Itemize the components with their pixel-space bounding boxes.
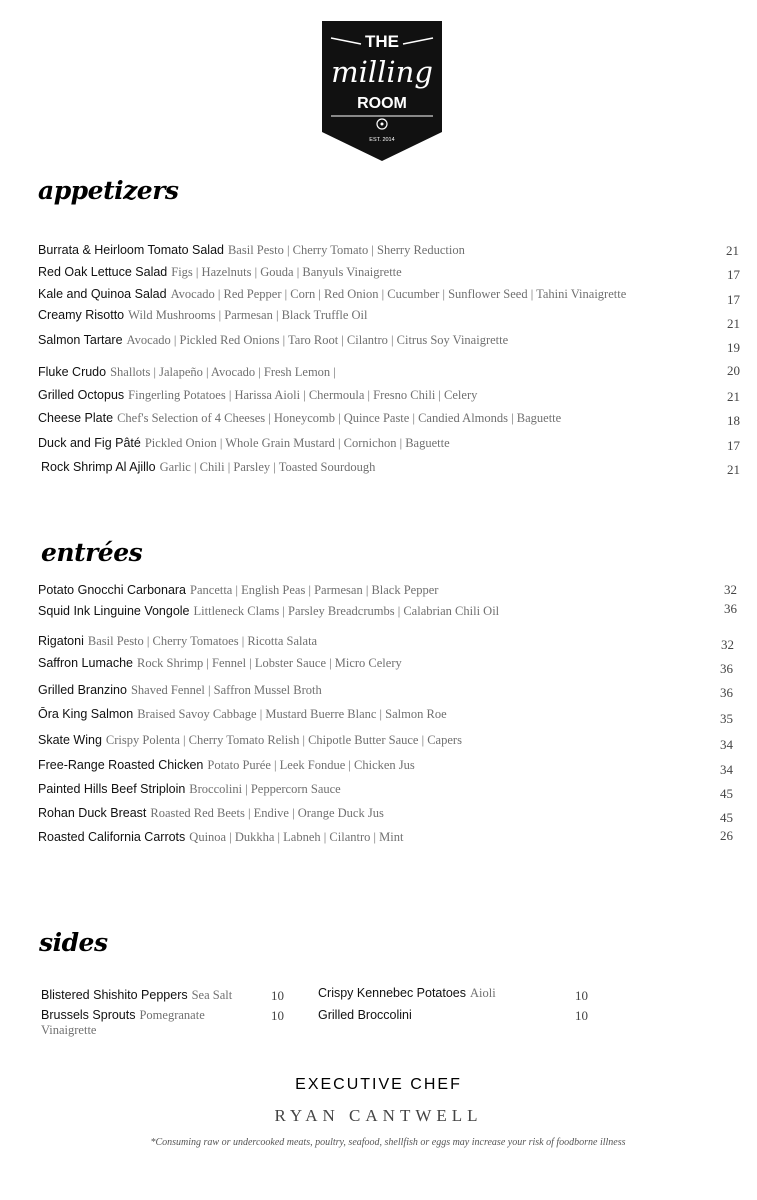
menu-item: Saffron Lumache Rock Shrimp | Fennel | Lobster Sauce | Micro Celery: [38, 656, 402, 670]
menu-item: Salmon Tartare Avocado | Pickled Red Onions | Taro Root | Cilantro | Citrus Soy Vinaigrette: [38, 333, 509, 347]
item-price: 36: [720, 661, 733, 676]
menu-item: Painted Hills Beef Striploin Broccolini | Peppercorn Sauce: [38, 782, 341, 796]
logo-line3: ROOM: [357, 95, 407, 112]
consumption-disclaimer: *Consuming raw or undercooked meats, poultry, seafood, shellfish or eggs may increase your risk of foodborne illness: [150, 1137, 626, 1148]
menu-item: Fluke Crudo Shallots | Jalapeño | Avocado | Fresh Lemon |: [38, 365, 336, 379]
item-price: 19: [727, 340, 740, 355]
chef-name: RYAN CANTWELL: [274, 1106, 483, 1125]
milling-room-logo: [321, 20, 443, 162]
menu-item: Rock Shrimp Al Ajillo Garlic | Chili | Parsley | Toasted Sourdough: [41, 460, 376, 474]
logo-line2: milling: [331, 55, 433, 89]
item-price: 20: [727, 363, 740, 378]
item-price: 35: [720, 711, 733, 726]
menu-item: Grilled Branzino Shaved Fennel | Saffron Mussel Broth: [38, 683, 322, 697]
item-price: 21: [727, 462, 740, 477]
menu-item: Creamy Risotto Wild Mushrooms | Parmesan | Black Truffle Oil: [38, 308, 368, 322]
item-price: 21: [727, 389, 740, 404]
item-price: 10: [271, 1008, 284, 1023]
entrees-heading: entrées: [41, 538, 143, 567]
menu-item: Skate Wing Crispy Polenta | Cherry Tomato Relish | Chipotle Butter Sauce | Capers: [38, 733, 462, 747]
item-price: 17: [727, 267, 740, 282]
menu-item: Grilled Octopus Fingerling Potatoes | Harissa Aioli | Chermoula | Fresno Chili | Celery: [38, 388, 478, 402]
item-price: 17: [727, 438, 740, 453]
item-price: 10: [575, 988, 588, 1003]
item-price: 36: [720, 685, 733, 700]
menu-item: Potato Gnocchi Carbonara Pancetta | English Peas | Parmesan | Black Pepper: [38, 583, 439, 597]
item-price: 32: [721, 637, 734, 652]
menu-item: Cheese Plate Chef's Selection of 4 Cheeses | Honeycomb | Quince Paste | Candied Almonds | Baguette: [38, 411, 562, 425]
menu-item: Free-Range Roasted Chicken Potato Purée | Leek Fondue | Chicken Jus: [38, 758, 415, 772]
menu-item: Blistered Shishito Peppers Sea Salt: [41, 988, 233, 1002]
item-price: 21: [727, 316, 740, 331]
item-price: 36: [724, 601, 737, 616]
item-price: 34: [720, 762, 733, 777]
menu-item-desc-continued: Vinaigrette: [41, 1023, 97, 1037]
item-price: 18: [727, 413, 740, 428]
menu-item: Kale and Quinoa Salad Avocado | Red Pepper | Corn | Red Onion | Cucumber | Sunflower Seed | Tahini Vinaigrette: [38, 287, 627, 301]
menu-item: Rohan Duck Breast Roasted Red Beets | Endive | Orange Duck Jus: [38, 806, 384, 820]
item-price: 45: [720, 786, 733, 801]
menu-item: Duck and Fig Pâté Pickled Onion | Whole Grain Mustard | Cornichon | Baguette: [38, 436, 450, 450]
item-price: 45: [720, 810, 733, 825]
logo-line1: THE: [365, 32, 399, 51]
item-price: 26: [720, 828, 733, 843]
menu-item: Squid Ink Linguine Vongole Littleneck Clams | Parsley Breadcrumbs | Calabrian Chili Oil: [38, 604, 500, 618]
menu-item: Ōra King Salmon Braised Savoy Cabbage | Mustard Buerre Blanc | Salmon Roe: [38, 707, 447, 721]
item-price: 32: [724, 582, 737, 597]
item-price: 17: [727, 292, 740, 307]
sides-heading: sides: [39, 928, 108, 957]
menu-item: Brussels Sprouts Pomegranate: [41, 1008, 205, 1022]
logo-est: EST. 2014: [369, 137, 395, 143]
item-price: 34: [720, 737, 733, 752]
item-price: 10: [271, 988, 284, 1003]
menu-item: Rigatoni Basil Pesto | Cherry Tomatoes | Ricotta Salata: [38, 634, 318, 648]
item-price: 10: [575, 1008, 588, 1023]
menu-item: Burrata & Heirloom Tomato Salad Basil Pesto | Cherry Tomato | Sherry Reduction: [38, 243, 465, 257]
executive-chef-title: EXECUTIVE CHEF: [295, 1076, 462, 1093]
item-price: 21: [726, 243, 739, 258]
appetizers-heading: appetizers: [38, 176, 179, 205]
menu-item: Red Oak Lettuce Salad Figs | Hazelnuts | Gouda | Banyuls Vinaigrette: [38, 265, 402, 279]
menu-item: Grilled Broccolini: [318, 1008, 412, 1022]
menu-item: Roasted California Carrots Quinoa | Dukkha | Labneh | Cilantro | Mint: [38, 830, 404, 844]
menu-item: Crispy Kennebec Potatoes Aioli: [318, 986, 496, 1000]
